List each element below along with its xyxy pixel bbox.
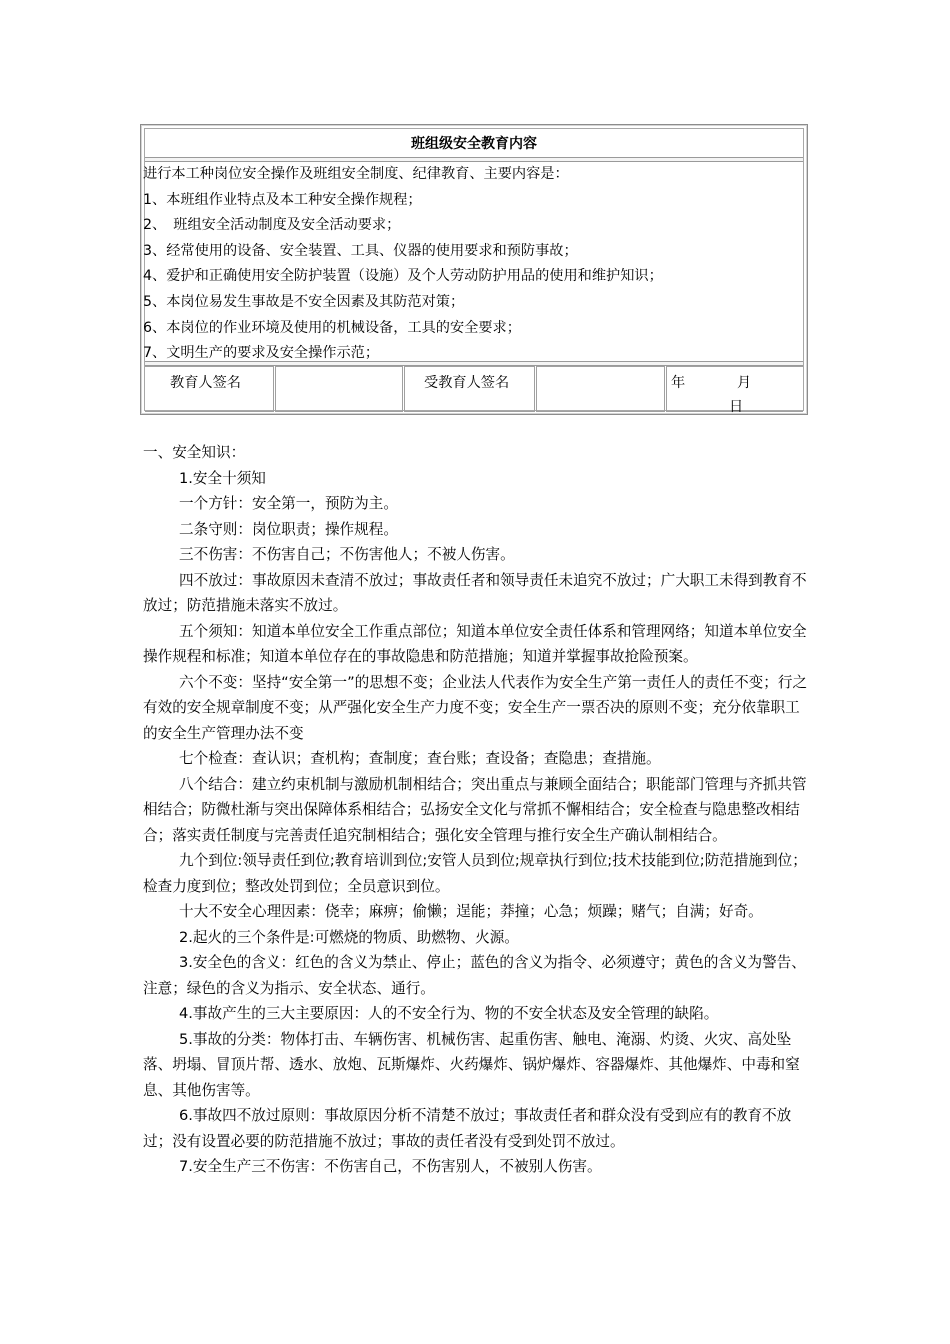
paragraph: 九个到位:领导责任到位;教育培训到位;安管人员到位;规章执行到位;技术技能到位;防范措施到位；检查力度到位；整改处罚到位；全员意识到位。 xyxy=(143,852,807,895)
date-cell[interactable] xyxy=(666,366,803,415)
table-item: 6、本岗位的作业环境及使用的机械设备，工具的安全要求； xyxy=(143,319,521,336)
table-item: 4、爱护和正确使用安全防护装置（设施）及个人劳动防护用品的使用和维护知识； xyxy=(143,268,663,285)
paragraph: 4.事故产生的三大主要原因：人的不安全行为、物的不安全状态及安全管理的缺陷。 xyxy=(179,1005,719,1022)
paragraph: 5.事故的分类：物体打击、车辆伤害、机械伤害、起重伤害、触电、淹溺、灼烫、火灾、高处坠落、坍塌、冒顶片帮、透水、放炮、瓦斯爆炸、火药爆炸、锅炉爆炸、容器爆炸、其他爆炸、中毒和窒息、其他伤害等。 xyxy=(143,1030,800,1099)
table-item: 3、经常使用的设备、安全装置、工具、仪器的使用要求和预防事故； xyxy=(143,242,578,259)
paragraph: 五个须知：知道本单位安全工作重点部位；知道本单位安全责任体系和管理网络；知道本单位安全操作规程和标准；知道本单位存在的事故隐患和防范措施；知道并掌握事故抢险预案。 xyxy=(143,622,807,665)
date-month: 月 xyxy=(737,375,752,391)
table-item: 7、文明生产的要求及安全操作示范； xyxy=(143,345,380,362)
paragraph: 一个方针：安全第一，预防为主。 xyxy=(179,495,398,512)
date-day: 日 xyxy=(729,399,744,415)
table-intro: 进行本工种岗位安全操作及班组安全制度、纪律教育、主要内容是： xyxy=(143,166,569,182)
table-inner-frame xyxy=(143,128,804,415)
educator-signature-cell[interactable] xyxy=(275,366,403,412)
table-item: 2、 班组安全活动制度及安全活动要求； xyxy=(143,217,401,234)
paragraph: 二条守则：岗位职责；操作规程。 xyxy=(179,520,398,538)
paragraph: 2.起火的三个条件是:可燃烧的物质、助燃物、火源。 xyxy=(179,928,519,946)
paragraph: 四不放过：事故原因未查清不放过；事故责任者和领导责任未追究不放过；广大职工未得到教育不放过；防范措施未落实不放过。 xyxy=(143,571,807,614)
paragraph: 八个结合：建立约束机制与激励机制相结合；突出重点与兼顾全面结合；职能部门管理与齐抓共管相结合；防微杜渐与突出保障体系相结合；弘扬安全文化与常抓不懈相结合；安全检查与隐患整改相结合；落实责任制度与完善责任追究制相结合；强化安全管理与推行安全生产确认制相结合。 xyxy=(143,775,807,844)
date-year: 年 xyxy=(671,375,686,391)
trainee-signature-cell[interactable] xyxy=(536,366,665,412)
paragraph: 7.安全生产三不伤害：不伤害自己，不伤害别人，不被别人伤害。 xyxy=(179,1158,602,1175)
signature-row xyxy=(145,366,803,414)
educator-label-cell xyxy=(145,366,274,412)
paragraph: 十大不安全心理因素：侥幸；麻痹；偷懒；逞能；莽撞；心急；烦躁；赌气；自满；好奇。 xyxy=(179,903,763,920)
paragraph: 七个检查：查认识；查机构；查制度；查台账；查设备；查隐患；查措施。 xyxy=(179,750,661,767)
paragraph: 1.安全十须知 xyxy=(179,469,266,487)
trainee-label-cell xyxy=(404,366,535,412)
paragraph: 6.事故四不放过原则：事故原因分析不清楚不放过；事故责任者和群众没有受到应有的教育不放过；没有设置必要的防范措施不放过；事故的责任者没有受到处罚不放过。 xyxy=(143,1107,792,1150)
paragraph: 3.安全色的含义：红色的含义为禁止、停止；蓝色的含义为指令、必须遵守；黄色的含义为警告、注意；绿色的含义为指示、安全状态、通行。 xyxy=(143,954,806,997)
table-body xyxy=(143,162,803,367)
education-content-table xyxy=(140,124,808,415)
safety-knowledge-section xyxy=(143,440,811,1180)
table-item: 5、本岗位易发生事故是不安全因素及其防范对策； xyxy=(143,293,465,310)
paragraph: 三不伤害：不伤害自己；不伤害他人；不被人伤害。 xyxy=(179,546,515,563)
table-item: 1、本班组作业特点及本工种安全操作规程； xyxy=(143,191,422,208)
table-title: 班组级安全教育内容 xyxy=(411,136,537,152)
paragraph: 六个不变：坚持“安全第一”的思想不变；企业法人代表作为安全生产第一责任人的责任不变；行之有效的安全规章制度不变；从严强化安全生产力度不变；安全生产一票否决的原则不变；充分依靠职工的安全生产管理办法不变 xyxy=(143,673,808,742)
trainee-label: 受教育人签名 xyxy=(424,375,510,391)
educator-label: 教育人签名 xyxy=(170,375,241,391)
section-heading: 一、安全知识： xyxy=(143,444,246,461)
